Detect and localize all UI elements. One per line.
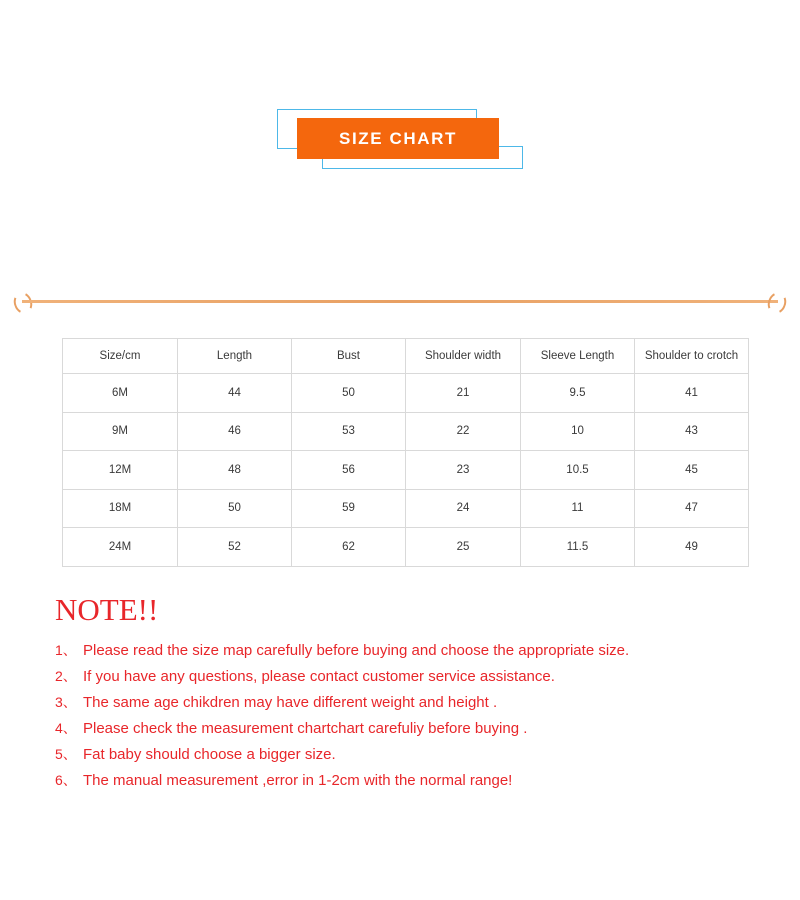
table-row (63, 451, 749, 490)
table-cell: 9.5 (521, 374, 635, 413)
table-cell: 6M (63, 374, 178, 413)
table-cell: 22 (406, 412, 521, 451)
list-item (55, 640, 755, 666)
table-cell: 56 (292, 451, 406, 490)
size-chart-table (62, 338, 749, 567)
note-text: Please check the measurement chartchart carefuliy before buying . (83, 720, 528, 737)
table-cell: 24 (406, 489, 521, 528)
table-cell: 44 (178, 374, 292, 413)
table-cell: 10.5 (521, 451, 635, 490)
table-row (63, 489, 749, 528)
table-cell: 9M (63, 412, 178, 451)
divider-line (22, 300, 778, 303)
table-cell: 11 (521, 489, 635, 528)
note-text: If you have any questions, please contact customer service assistance. (83, 668, 555, 685)
column-header: Size/cm (63, 339, 178, 374)
list-item (55, 718, 755, 744)
note-text: The same age chikdren may have different weight and height . (83, 694, 498, 711)
table-cell: 25 (406, 528, 521, 567)
table-row (63, 374, 749, 413)
table-cell: 48 (178, 451, 292, 490)
column-header: Shoulder width (406, 339, 521, 374)
note-number: 6、 (55, 772, 77, 788)
table-cell: 10 (521, 412, 635, 451)
table-cell: 49 (635, 528, 749, 567)
note-list (55, 640, 755, 796)
table-cell: 18M (63, 489, 178, 528)
note-number: 2、 (55, 668, 77, 684)
size-chart-table-wrap (62, 338, 738, 567)
banner-box (297, 118, 499, 159)
table-row (63, 412, 749, 451)
list-item (55, 666, 755, 692)
table-cell: 47 (635, 489, 749, 528)
decorative-divider (8, 290, 792, 316)
note-text: Fat baby should choose a bigger size. (83, 746, 336, 763)
note-number: 1、 (55, 642, 77, 658)
table-cell: 12M (63, 451, 178, 490)
table-cell: 21 (406, 374, 521, 413)
table-cell: 46 (178, 412, 292, 451)
note-number: 4、 (55, 720, 77, 736)
table-cell: 59 (292, 489, 406, 528)
table-cell: 50 (178, 489, 292, 528)
table-cell: 43 (635, 412, 749, 451)
note-text: Please read the size map carefully before buying and choose the appropriate size. (83, 642, 630, 659)
note-text: The manual measurement ,error in 1-2cm with the normal range! (83, 772, 513, 789)
table-cell: 50 (292, 374, 406, 413)
table-cell: 23 (406, 451, 521, 490)
column-header: Bust (292, 339, 406, 374)
list-item (55, 744, 755, 770)
note-number: 3、 (55, 694, 77, 710)
list-item (55, 770, 755, 796)
table-cell: 45 (635, 451, 749, 490)
size-chart-banner (0, 100, 800, 195)
column-header: Length (178, 339, 292, 374)
table-row (63, 528, 749, 567)
list-item (55, 692, 755, 718)
table-cell: 53 (292, 412, 406, 451)
table-cell: 24M (63, 528, 178, 567)
page-title: SIZE CHART (339, 128, 457, 148)
column-header: Shoulder to crotch (635, 339, 749, 374)
table-cell: 52 (178, 528, 292, 567)
table-cell: 41 (635, 374, 749, 413)
note-heading: NOTE!! (55, 592, 159, 627)
divider-left-ornament-icon (11, 290, 35, 317)
table-cell: 11.5 (521, 528, 635, 567)
column-header: Sleeve Length (521, 339, 635, 374)
note-number: 5、 (55, 746, 77, 762)
table-header-row (63, 339, 749, 374)
divider-right-ornament-icon (765, 290, 789, 317)
table-cell: 62 (292, 528, 406, 567)
